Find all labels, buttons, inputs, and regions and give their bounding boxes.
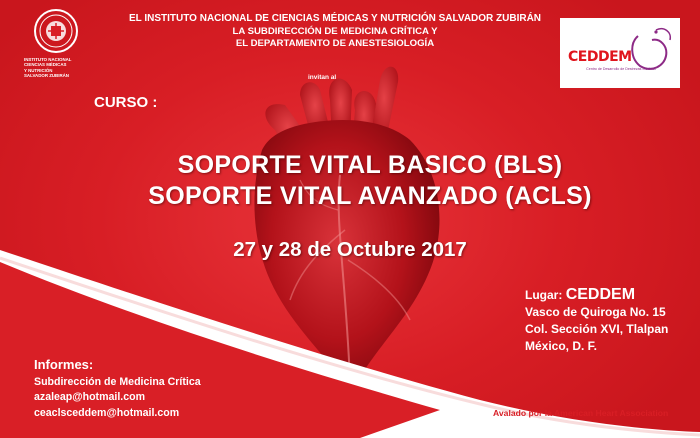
lugar-label: Lugar:	[525, 288, 563, 302]
lugar-block	[525, 286, 668, 355]
avalado-text: Avalado por la American Heart Association	[493, 408, 669, 418]
header-line-1: EL INSTITUTO NACIONAL DE CIENCIAS MÉDICAS Y NUTRICIÓN SALVADOR ZUBIRÁN	[128, 13, 542, 24]
seal-line-2: CIENCIAS MÉDICAS	[24, 62, 67, 68]
informes-title: Informes:	[34, 357, 94, 372]
informes-email-1[interactable]: azaleap@hotmail.com	[34, 391, 146, 404]
header-line-2: LA SUBDIRECCIÓN DE MEDICINA CRÍTICA Y	[232, 25, 438, 37]
informes-subdireccion: Subdirección de Medicina Crítica	[34, 376, 201, 388]
title-line-2: SOPORTE VITAL AVANZADO (ACLS)	[148, 182, 592, 210]
curso-label: CURSO :	[94, 94, 158, 111]
lugar-address-2: Col. Sección XVI, Tlalpan	[525, 322, 669, 336]
lugar-address-1: Vasco de Quiroga No. 15	[525, 305, 666, 319]
header-block	[100, 13, 570, 51]
lugar-name: CEDDEM	[565, 286, 636, 303]
seal-line-1: INSTITUTO NACIONAL	[24, 57, 72, 62]
invitan-text: invitan al	[308, 74, 337, 81]
informes-email-2[interactable]: ceaclsceddem@hotmail.com	[34, 406, 180, 419]
ceddem-subtitle: Centro de Desarrollo de Destrezas Médicas	[586, 67, 656, 71]
seal-caption	[24, 57, 88, 79]
ceddem-name: CEDDEM	[568, 49, 632, 65]
course-date: 27 y 28 de Octubre 2017	[233, 238, 467, 261]
header-line-3: EL DEPARTAMENTO DE ANESTESIOLOGÍA	[235, 38, 435, 49]
seal-line-3: Y NUTRICIÓN	[24, 67, 53, 73]
title-line-1: SOPORTE VITAL BASICO (BLS)	[177, 151, 563, 179]
informes-block	[34, 375, 201, 421]
seal-line-4: SALVADOR ZUBIRÁN	[24, 73, 69, 79]
lugar-address-3: México, D. F.	[525, 339, 598, 353]
course-title	[60, 150, 680, 212]
instituto-seal-logo	[33, 8, 79, 54]
